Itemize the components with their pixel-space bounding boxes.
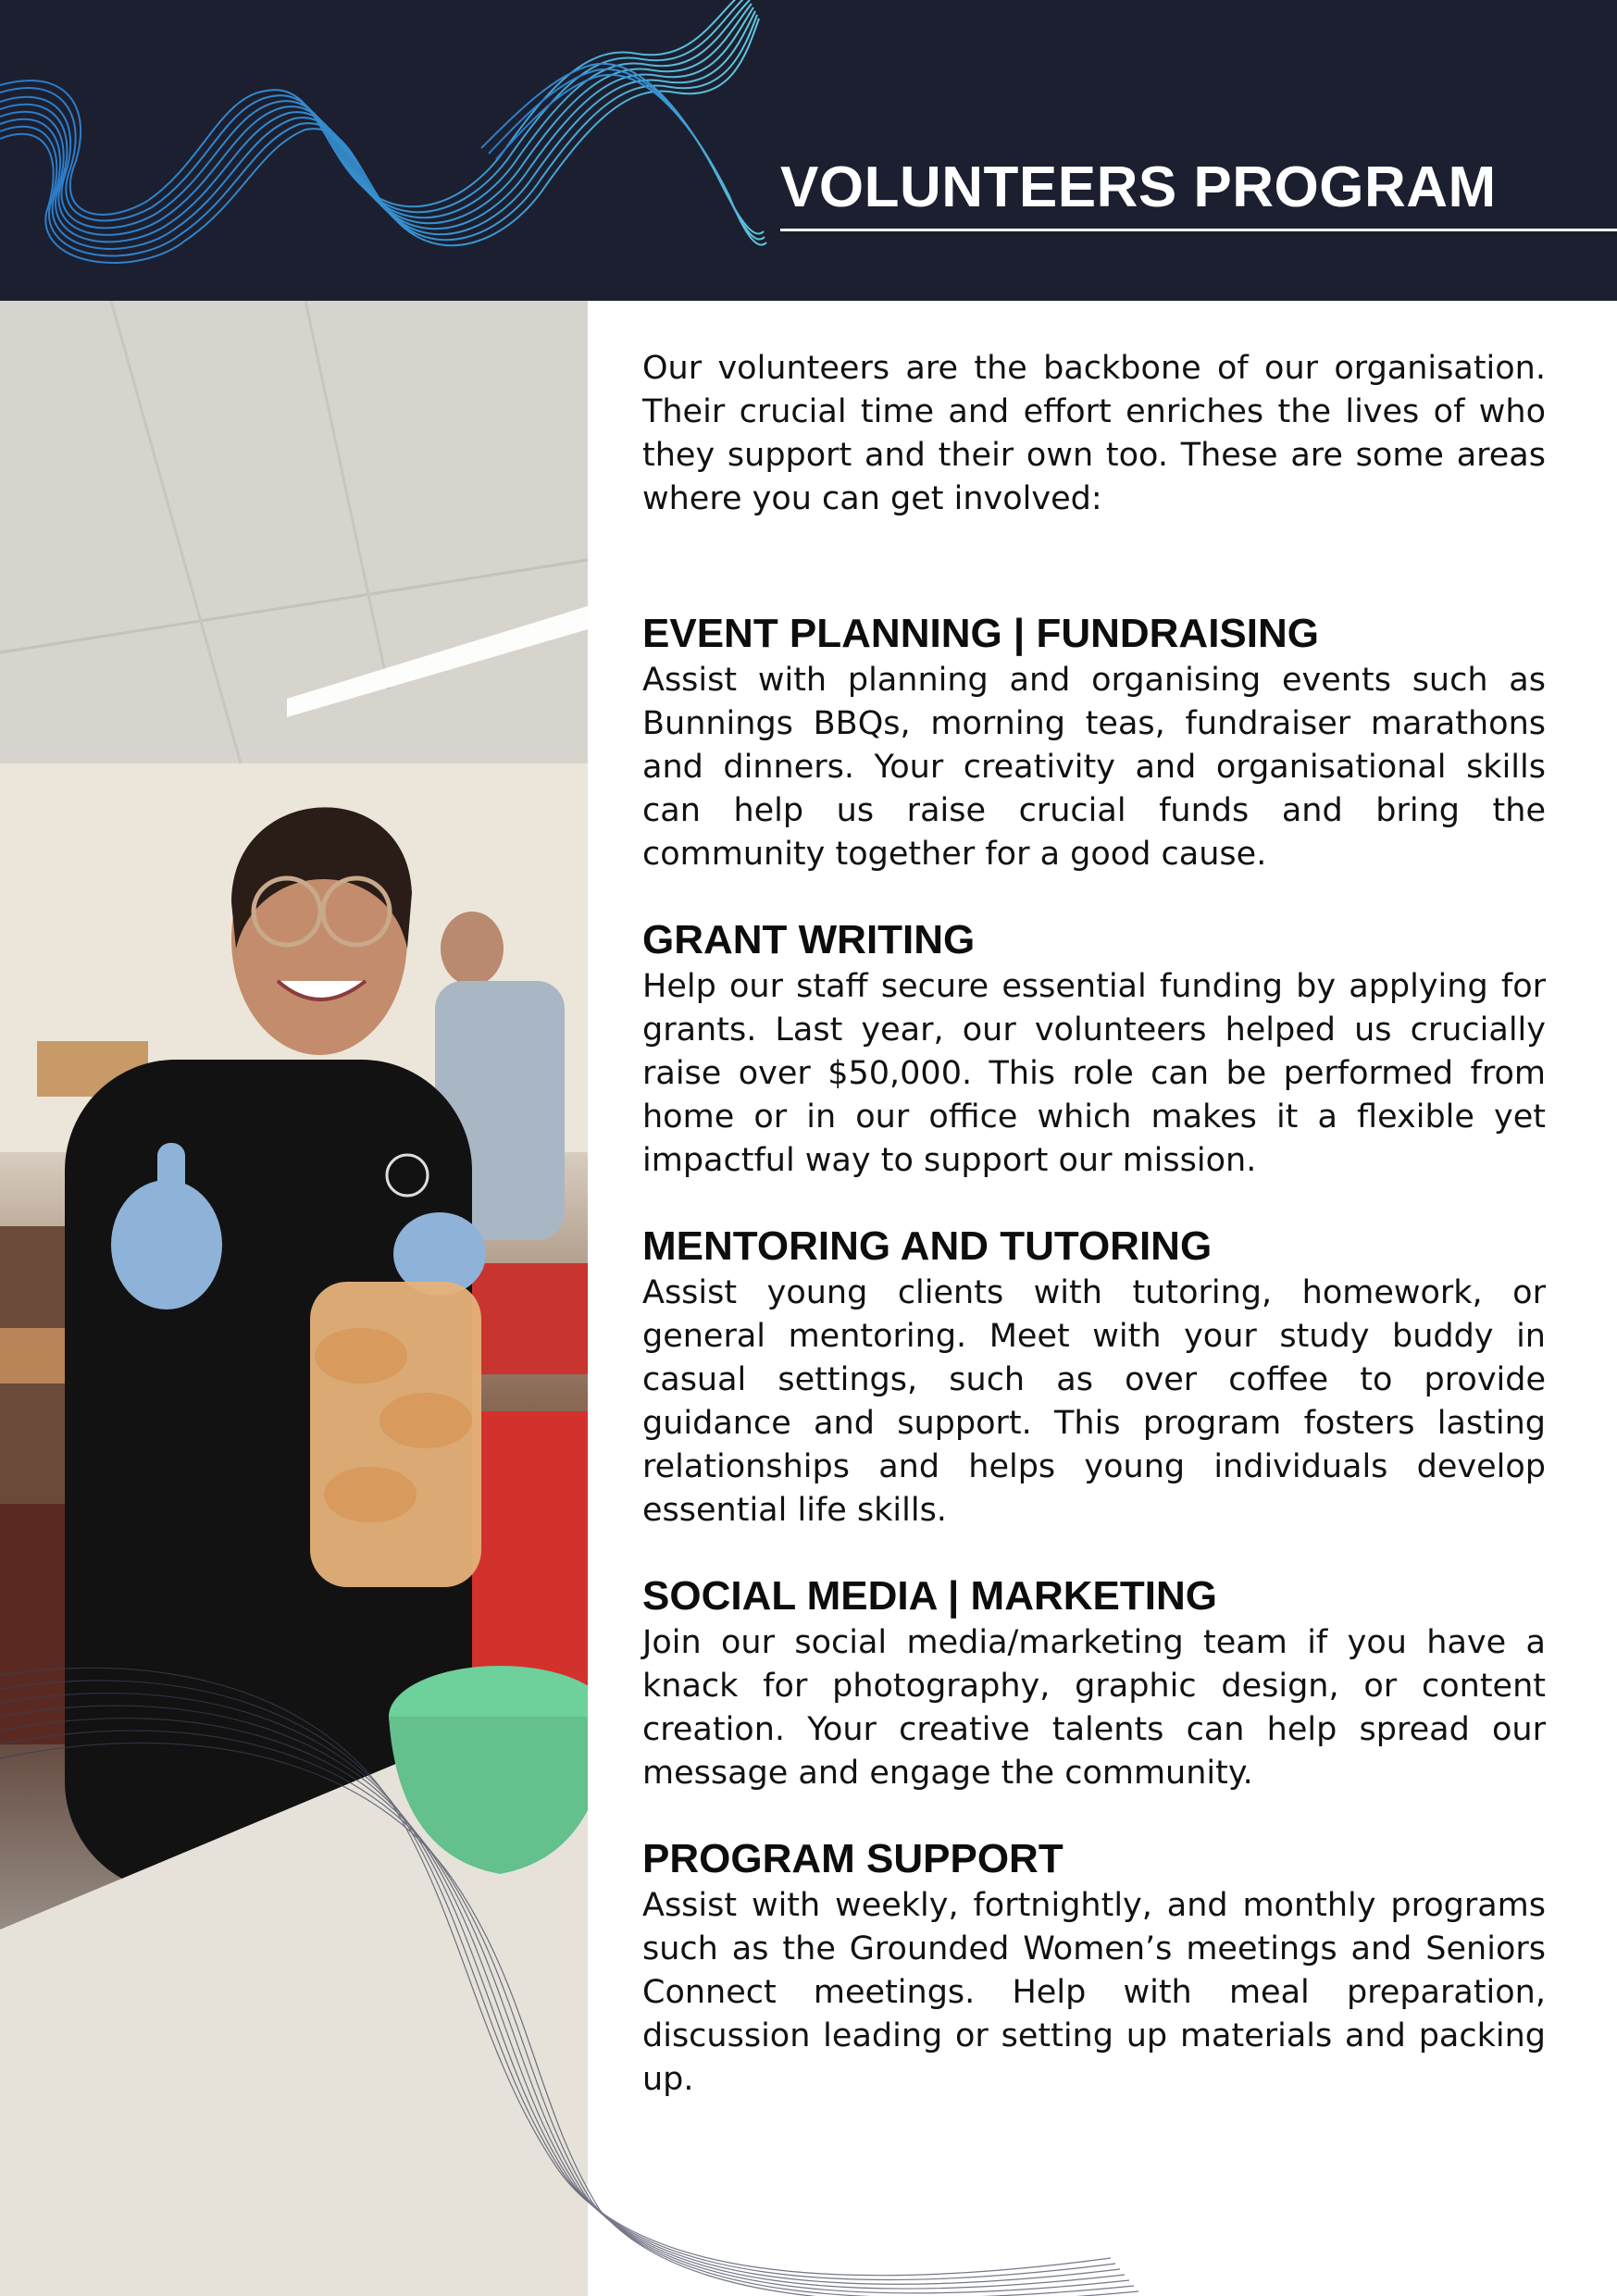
section-title: PROGRAM SUPPORT xyxy=(642,1836,1063,1881)
section-grant-writing xyxy=(642,915,1546,1183)
section-mentoring xyxy=(642,1222,1546,1533)
intro-paragraph: Our volunteers are the backbone of our organisation. Their crucial time and effort enriches the lives of who they support and their own too. These are some areas where you can get involved: xyxy=(642,350,1546,517)
page-title: VOLUNTEERS PROGRAM xyxy=(780,155,1497,219)
section-title: SOCIAL MEDIA | MARKETING xyxy=(642,1573,1217,1619)
section-body: Help our staff secure essential funding by applying for grants. Last year, our volunteers helped us crucially raise over $50,000. This role can be performed from home or in our office which makes it a flexible yet impactful way to support our mission. xyxy=(642,968,1546,1179)
volunteer-photo-image xyxy=(0,301,588,2296)
main-content xyxy=(642,347,1546,2141)
section-title: GRANT WRITING xyxy=(642,917,976,962)
title-underline xyxy=(780,229,1617,231)
section-body: Assist with weekly, fortnightly, and monthly programs such as the Grounded Women’s meetings and Seniors Connect meetings. Help with meal preparation, discussion leading or setting up materials and packing up. xyxy=(642,1887,1546,2098)
section-program-support xyxy=(642,1834,1546,2102)
section-body: Join our social media/marketing team if you have a knack for photography, graphic design, or content creation. Your creative talents can help spread our message and engage the community. xyxy=(642,1624,1546,1792)
section-body: Assist with planning and organising events such as Bunnings BBQs, morning teas, fundraiser marathons and dinners. Your creativity and organisational skills can help us raise crucial funds and bring the community together for a good cause. xyxy=(642,662,1546,873)
section-title: EVENT PLANNING | FUNDRAISING xyxy=(642,611,1320,656)
section-title: MENTORING AND TUTORING xyxy=(642,1223,1213,1269)
header-banner xyxy=(0,0,1617,301)
section-body: Assist young clients with tutoring, homework, or general mentoring. Meet with your study buddy in casual settings, such as over coffee to provide guidance and support. This program fosters lasting relationships and helps young individuals develop essential life skills. xyxy=(642,1274,1546,1529)
section-social-media xyxy=(642,1571,1546,1795)
background-man xyxy=(441,912,504,986)
volunteer-photo-illustration xyxy=(0,301,588,2296)
wave-decoration-icon xyxy=(0,0,768,301)
section-event-planning xyxy=(642,609,1546,876)
